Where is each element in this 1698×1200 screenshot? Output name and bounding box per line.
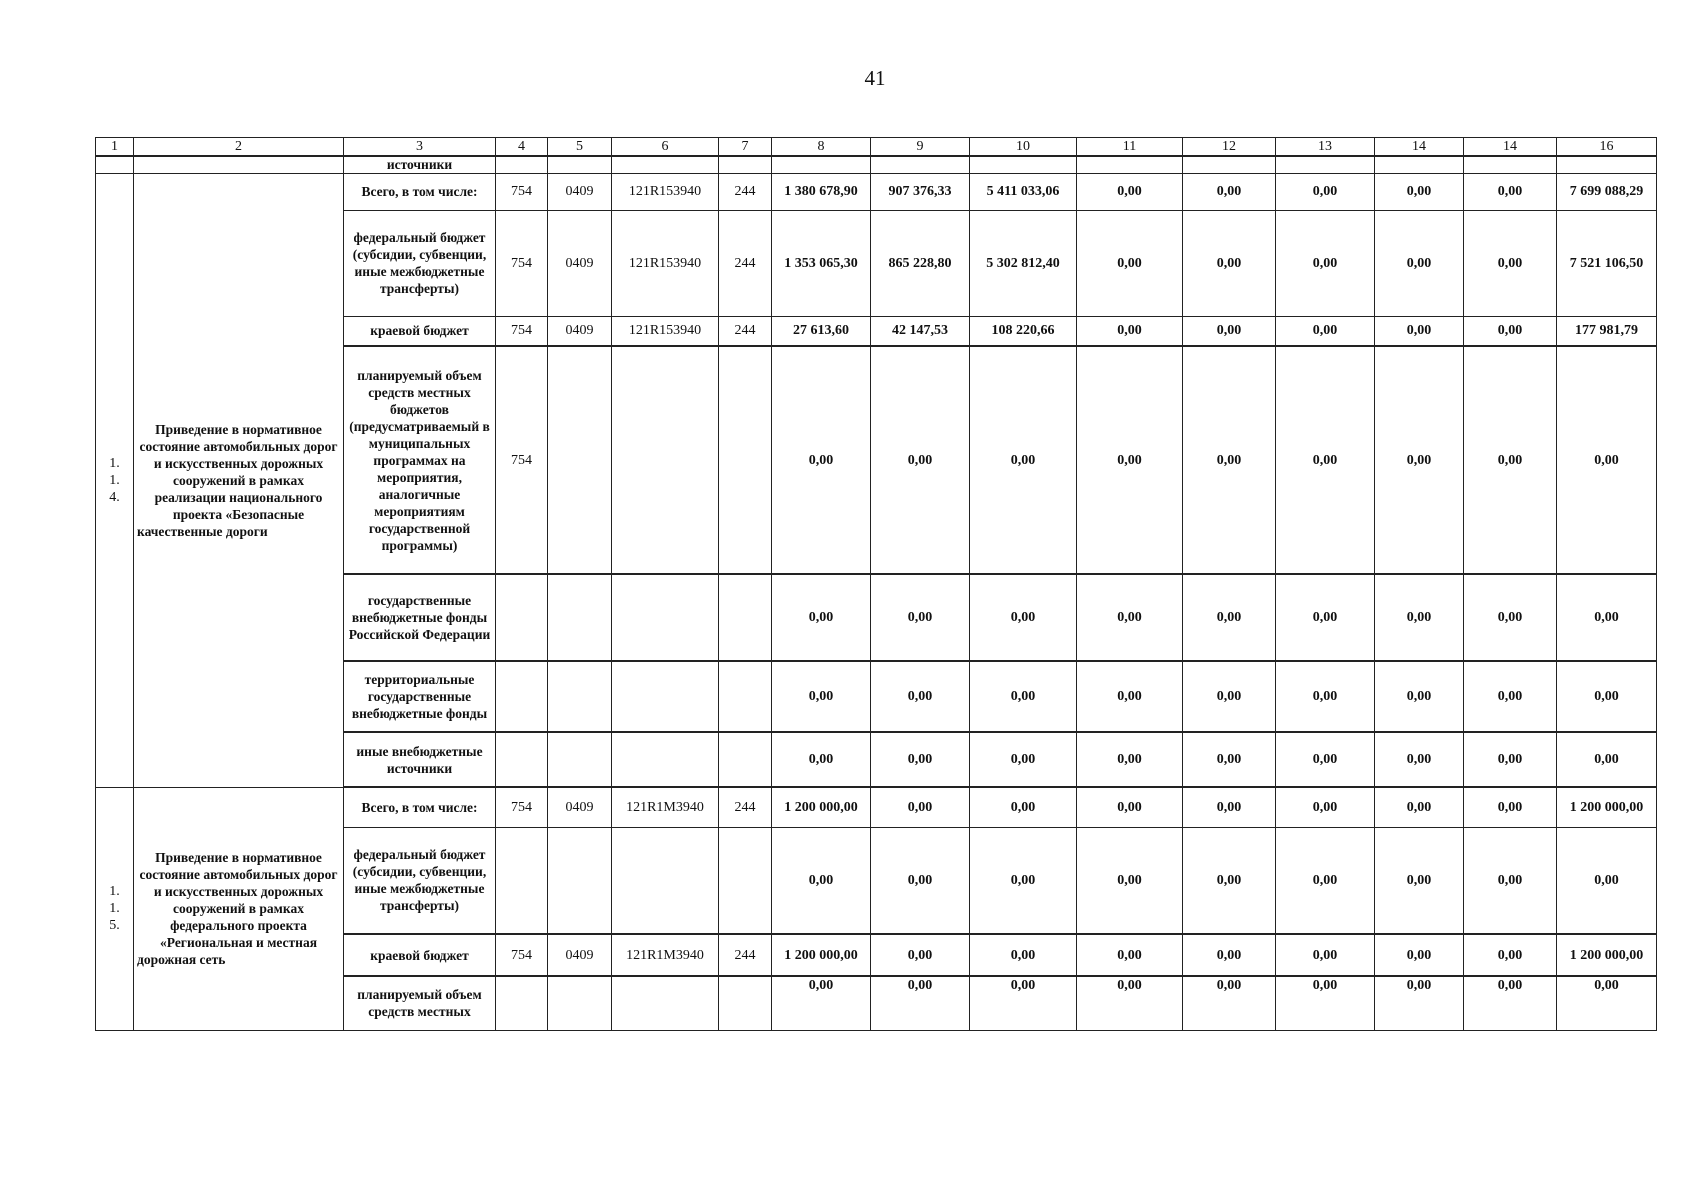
col-6: 121R1M3940 <box>612 787 719 827</box>
col-4 <box>496 827 548 934</box>
col-9: 0,00 <box>871 934 970 976</box>
funding-source: Всего, в том числе: <box>344 173 496 210</box>
col-16: 7 521 106,50 <box>1557 210 1657 316</box>
continuation-row <box>96 156 1657 173</box>
col-9: 0,00 <box>871 574 970 661</box>
col-16: 0,00 <box>1557 346 1657 574</box>
header-cell: 14 <box>1375 138 1464 157</box>
col-12: 0,00 <box>1183 976 1276 1030</box>
header-cell: 14 <box>1464 138 1557 157</box>
col-15: 0,00 <box>1464 934 1557 976</box>
col-7: 244 <box>719 787 772 827</box>
col-13: 0,00 <box>1276 173 1375 210</box>
col-11: 0,00 <box>1077 173 1183 210</box>
empty-cell <box>548 156 612 173</box>
col-12: 0,00 <box>1183 732 1276 787</box>
col-11: 0,00 <box>1077 316 1183 346</box>
col-4: 754 <box>496 210 548 316</box>
header-cell: 11 <box>1077 138 1183 157</box>
col-6: 121R153940 <box>612 210 719 316</box>
funding-source: иные внебюджетные источники <box>344 732 496 787</box>
col-5: 0409 <box>548 173 612 210</box>
header-cell: 2 <box>134 138 344 157</box>
col-6: 121R153940 <box>612 316 719 346</box>
row-description: Приведение в нормативное состояние автомобильных дорог и искусственных дорожных сооружений в рамках федерального проекта «Региональная и местная дорожная сеть <box>134 787 344 1030</box>
col-11: 0,00 <box>1077 346 1183 574</box>
col-13: 0,00 <box>1276 210 1375 316</box>
empty-cell <box>1183 156 1276 173</box>
col-4: 754 <box>496 934 548 976</box>
col-14: 0,00 <box>1375 316 1464 346</box>
col-13: 0,00 <box>1276 316 1375 346</box>
empty-cell <box>496 156 548 173</box>
col-15: 0,00 <box>1464 316 1557 346</box>
header-cell: 1 <box>96 138 134 157</box>
col-4 <box>496 732 548 787</box>
col-6 <box>612 732 719 787</box>
col-12: 0,00 <box>1183 827 1276 934</box>
col-4 <box>496 574 548 661</box>
row-description: Приведение в нормативное состояние автомобильных дорог и искусственных дорожных сооружений в рамках реализации национального проекта «Безопасные качественные дороги <box>134 173 344 787</box>
col-11: 0,00 <box>1077 574 1183 661</box>
col-8: 0,00 <box>772 574 871 661</box>
col-5: 0409 <box>548 934 612 976</box>
funding-source: федеральный бюджет (субсидии, субвенции, иные межбюджетные трансферты) <box>344 827 496 934</box>
col-5 <box>548 661 612 732</box>
col-10: 0,00 <box>970 827 1077 934</box>
col-13: 0,00 <box>1276 732 1375 787</box>
col-7: 244 <box>719 316 772 346</box>
col-8: 0,00 <box>772 976 871 1030</box>
col-6 <box>612 574 719 661</box>
col-16: 1 200 000,00 <box>1557 787 1657 827</box>
col-10: 5 411 033,06 <box>970 173 1077 210</box>
col-11: 0,00 <box>1077 210 1183 316</box>
col-5: 0409 <box>548 787 612 827</box>
col-4: 754 <box>496 316 548 346</box>
funding-source: государственные внебюджетные фонды Российской Федерации <box>344 574 496 661</box>
col-8: 27 613,60 <box>772 316 871 346</box>
header-cell: 7 <box>719 138 772 157</box>
col-13: 0,00 <box>1276 976 1375 1030</box>
col-13: 0,00 <box>1276 574 1375 661</box>
col-10: 0,00 <box>970 732 1077 787</box>
col-11: 0,00 <box>1077 934 1183 976</box>
col-10: 0,00 <box>970 574 1077 661</box>
col-9: 0,00 <box>871 976 970 1030</box>
col-12: 0,00 <box>1183 787 1276 827</box>
row-index: 1. 1. 4. <box>96 173 134 787</box>
col-15: 0,00 <box>1464 827 1557 934</box>
header-cell: 6 <box>612 138 719 157</box>
col-10: 0,00 <box>970 976 1077 1030</box>
empty-cell <box>612 156 719 173</box>
col-9: 0,00 <box>871 732 970 787</box>
col-5 <box>548 346 612 574</box>
col-7 <box>719 827 772 934</box>
col-13: 0,00 <box>1276 934 1375 976</box>
col-15: 0,00 <box>1464 574 1557 661</box>
col-12: 0,00 <box>1183 661 1276 732</box>
col-8: 1 200 000,00 <box>772 787 871 827</box>
col-10: 0,00 <box>970 661 1077 732</box>
col-12: 0,00 <box>1183 574 1276 661</box>
header-row <box>96 138 1657 157</box>
col-15: 0,00 <box>1464 210 1557 316</box>
col-12: 0,00 <box>1183 346 1276 574</box>
col-13: 0,00 <box>1276 787 1375 827</box>
col-7 <box>719 661 772 732</box>
col-11: 0,00 <box>1077 976 1183 1030</box>
header-cell: 4 <box>496 138 548 157</box>
header-cell: 16 <box>1557 138 1657 157</box>
header-cell: 3 <box>344 138 496 157</box>
funding-source: территориальные государственные внебюджетные фонды <box>344 661 496 732</box>
col-16: 7 699 088,29 <box>1557 173 1657 210</box>
col-13: 0,00 <box>1276 827 1375 934</box>
col-16: 0,00 <box>1557 574 1657 661</box>
col-7: 244 <box>719 173 772 210</box>
col-12: 0,00 <box>1183 210 1276 316</box>
col-4: 754 <box>496 346 548 574</box>
col-16: 0,00 <box>1557 827 1657 934</box>
header-cell: 10 <box>970 138 1077 157</box>
col-5 <box>548 827 612 934</box>
col-10: 108 220,66 <box>970 316 1077 346</box>
empty-cell <box>772 156 871 173</box>
col-4: 754 <box>496 173 548 210</box>
description-cell <box>134 156 344 173</box>
empty-cell <box>970 156 1077 173</box>
col-4: 754 <box>496 787 548 827</box>
col-7 <box>719 976 772 1030</box>
row-index: 1. 1. 5. <box>96 787 134 1030</box>
col-6 <box>612 827 719 934</box>
funding-source: федеральный бюджет (субсидии, субвенции, иные межбюджетные трансферты) <box>344 210 496 316</box>
col-5 <box>548 732 612 787</box>
col-14: 0,00 <box>1375 787 1464 827</box>
col-7 <box>719 732 772 787</box>
col-14: 0,00 <box>1375 934 1464 976</box>
empty-cell <box>871 156 970 173</box>
col-8: 1 353 065,30 <box>772 210 871 316</box>
col-8: 0,00 <box>772 346 871 574</box>
col-14: 0,00 <box>1375 827 1464 934</box>
col-11: 0,00 <box>1077 661 1183 732</box>
col-16: 1 200 000,00 <box>1557 934 1657 976</box>
col-15: 0,00 <box>1464 732 1557 787</box>
col-5: 0409 <box>548 316 612 346</box>
col-7 <box>719 346 772 574</box>
col-15: 0,00 <box>1464 661 1557 732</box>
col-15: 0,00 <box>1464 173 1557 210</box>
col-11: 0,00 <box>1077 787 1183 827</box>
index-cell <box>96 156 134 173</box>
col-13: 0,00 <box>1276 346 1375 574</box>
col-8: 1 200 000,00 <box>772 934 871 976</box>
col-9: 0,00 <box>871 827 970 934</box>
empty-cell <box>1276 156 1375 173</box>
col-5: 0409 <box>548 210 612 316</box>
col-6: 121R153940 <box>612 173 719 210</box>
col-14: 0,00 <box>1375 732 1464 787</box>
col-6: 121R1M3940 <box>612 934 719 976</box>
budget-table <box>95 137 1657 1031</box>
col-9: 907 376,33 <box>871 173 970 210</box>
col-16: 177 981,79 <box>1557 316 1657 346</box>
empty-cell <box>719 156 772 173</box>
col-6 <box>612 346 719 574</box>
col-10: 0,00 <box>970 787 1077 827</box>
col-16: 0,00 <box>1557 976 1657 1030</box>
table-row <box>96 173 1657 210</box>
empty-cell <box>1077 156 1183 173</box>
col-7 <box>719 574 772 661</box>
col-14: 0,00 <box>1375 661 1464 732</box>
funding-source: планируемый объем средств местных бюджетов (предусматриваемый в муниципальных программах на мероприятия, аналогичные мероприятиям государственной программы) <box>344 346 496 574</box>
col-7: 244 <box>719 210 772 316</box>
col-14: 0,00 <box>1375 976 1464 1030</box>
col-9: 865 228,80 <box>871 210 970 316</box>
col-12: 0,00 <box>1183 316 1276 346</box>
col-5 <box>548 574 612 661</box>
page-number: 41 <box>864 66 886 90</box>
col-6 <box>612 661 719 732</box>
col-9: 0,00 <box>871 787 970 827</box>
header-cell: 12 <box>1183 138 1276 157</box>
col-9: 0,00 <box>871 346 970 574</box>
col-8: 0,00 <box>772 732 871 787</box>
col-9: 42 147,53 <box>871 316 970 346</box>
col-8: 1 380 678,90 <box>772 173 871 210</box>
col-14: 0,00 <box>1375 574 1464 661</box>
col-15: 0,00 <box>1464 787 1557 827</box>
funding-source: краевой бюджет <box>344 934 496 976</box>
table-row <box>96 787 1657 827</box>
funding-source: Всего, в том числе: <box>344 787 496 827</box>
col-10: 0,00 <box>970 346 1077 574</box>
header-cell: 8 <box>772 138 871 157</box>
col-16: 0,00 <box>1557 661 1657 732</box>
header-cell: 5 <box>548 138 612 157</box>
source-cell: источники <box>344 156 496 173</box>
col-5 <box>548 976 612 1030</box>
col-4 <box>496 976 548 1030</box>
col-6 <box>612 976 719 1030</box>
empty-cell <box>1464 156 1557 173</box>
col-10: 5 302 812,40 <box>970 210 1077 316</box>
col-4 <box>496 661 548 732</box>
funding-source: краевой бюджет <box>344 316 496 346</box>
col-14: 0,00 <box>1375 173 1464 210</box>
col-13: 0,00 <box>1276 661 1375 732</box>
col-14: 0,00 <box>1375 346 1464 574</box>
empty-cell <box>1557 156 1657 173</box>
col-8: 0,00 <box>772 827 871 934</box>
col-12: 0,00 <box>1183 934 1276 976</box>
col-15: 0,00 <box>1464 976 1557 1030</box>
col-7: 244 <box>719 934 772 976</box>
col-14: 0,00 <box>1375 210 1464 316</box>
col-11: 0,00 <box>1077 827 1183 934</box>
col-11: 0,00 <box>1077 732 1183 787</box>
header-cell: 9 <box>871 138 970 157</box>
header-cell: 13 <box>1276 138 1375 157</box>
col-8: 0,00 <box>772 661 871 732</box>
col-10: 0,00 <box>970 934 1077 976</box>
table-body <box>96 138 1657 1031</box>
empty-cell <box>1375 156 1464 173</box>
funding-source: планируемый объем средств местных <box>344 976 496 1030</box>
col-15: 0,00 <box>1464 346 1557 574</box>
col-12: 0,00 <box>1183 173 1276 210</box>
col-9: 0,00 <box>871 661 970 732</box>
col-16: 0,00 <box>1557 732 1657 787</box>
